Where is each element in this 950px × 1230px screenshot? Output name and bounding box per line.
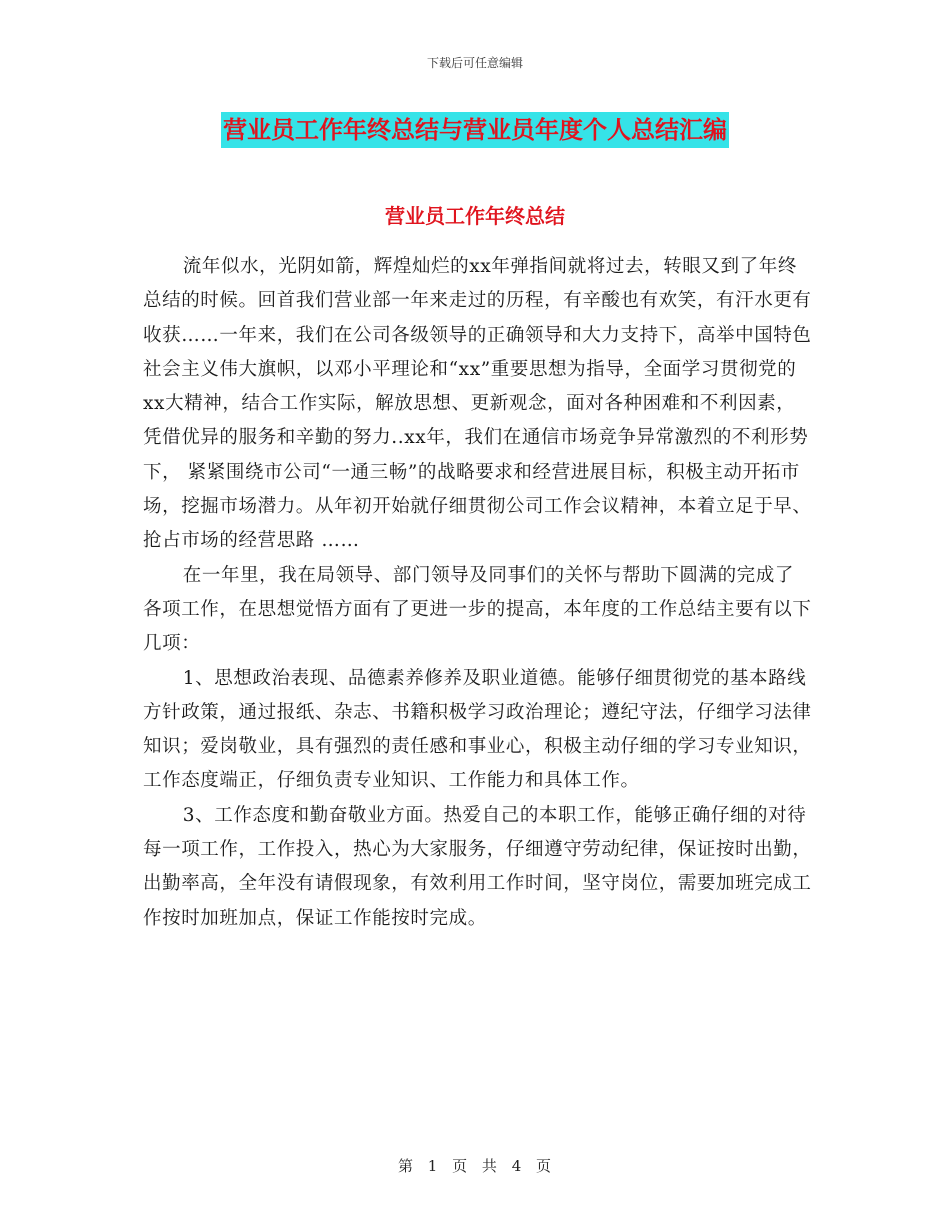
footer-total-suffix: 页 — [536, 1157, 553, 1175]
paragraph: 在一年里，我在局领导、部门领导及同事们的关怀与帮助下圆满的完成了各项工作，在思想觉悟方面有了更进一步的提高，本年度的工作总结主要有以下几项： — [143, 564, 812, 655]
header-note: 下载后可任意编辑 — [426, 56, 523, 70]
page-footer — [0, 1155, 950, 1176]
body-text — [143, 250, 813, 936]
paragraph: 流年似水，光阴如箭，辉煌灿烂的xx年弹指间就将过去，转眼又到了年终总结的时候。回首我们营业部一年来走过的历程，有辛酸也有欢笑，有汗水更有收获……一年来，我们在公司各级领导的正确领导和大力支持下，高举中国特色社会主义伟大旗帜，以邓小平理论和“xx”重要思想为指导，全面学习贯彻党的xx大精神，结合工作实际，解放思想、更新观念，面对各种困难和不利因素，凭借优异的服务和辛勤的努力..xx年，我们在通信市场竞争异常激烈的不利形势下， 紧紧围绕市公司“一通三畅”的战略要求和经营进展目标，积极主动开拓市场，挖掘市场潜力。从年初开始就仔细贯彻公司工作会议精神，本着立足于早、抢占市场的经营思路 …… — [143, 256, 812, 552]
footer-total-label: 共 — [481, 1157, 498, 1175]
footer-total-pages: 4 — [511, 1157, 523, 1175]
footer-page-label: 页 — [452, 1157, 469, 1175]
section-title: 营业员工作年终总结 — [385, 204, 565, 228]
main-title-container — [0, 112, 950, 148]
main-title: 营业员工作年终总结与营业员年度个人总结汇编 — [221, 112, 729, 148]
footer-page-prefix: 第 — [397, 1157, 414, 1175]
paragraph: 1、思想政治表现、品德素养修养及职业道德。能够仔细贯彻党的基本路线方针政策，通过报纸、杂志、书籍积极学习政治理论；遵纪守法，仔细学习法律知识；爱岗敬业，具有强烈的责任感和事业心，积极主动仔细的学习专业知识，工作态度端正，仔细负责专业知识、工作能力和具体工作。 — [143, 667, 812, 792]
footer-page-number: 1 — [427, 1157, 439, 1175]
paragraph: 3、工作态度和勤奋敬业方面。热爱自己的本职工作，能够正确仔细的对待每一项工作，工作投入，热心为大家服务，仔细遵守劳动纪律，保证按时出勤，出勤率高，全年没有请假现象，有效利用工作时间，坚守岗位，需要加班完成工作按时加班加点，保证工作能按时完成。 — [143, 804, 812, 929]
